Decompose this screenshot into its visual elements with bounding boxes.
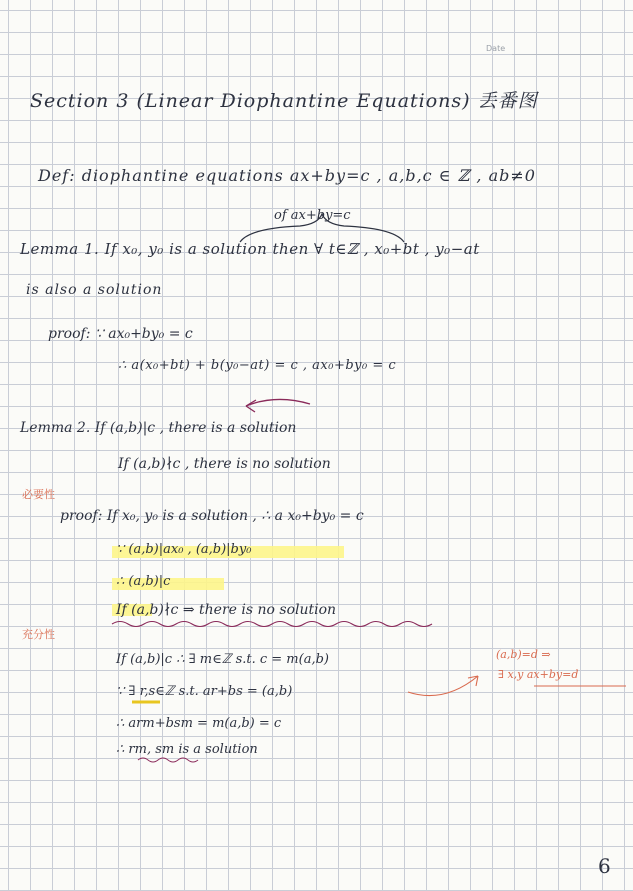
necessity-note: 必要性 [22, 488, 55, 501]
lemma2-proof-line2: ∵ (a,b)|ax₀ , (a,b)|by₀ [116, 542, 252, 557]
sufficiency-line1: If (a,b)|c ∴ ∃ m∈ℤ s.t. c = m(a,b) [116, 652, 329, 667]
wavy-underline-mark [112, 622, 432, 627]
annotation-of-equation: of ax+by=c [274, 208, 351, 223]
lemma1-proof-line1: proof: ∵ ax₀+by₀ = c [48, 326, 193, 342]
lemma2-statement-line1: Lemma 2. If (a,b)|c , there is a solution [20, 420, 297, 436]
rm-sm-underline [138, 758, 198, 762]
lemma2-proof-line1: proof: If x₀, y₀ is a solution , ∴ a x₀+by₀ = c [60, 508, 364, 524]
section-title: Section 3 (Linear Diophantine Equations) 丢番图 [30, 90, 538, 112]
side-note-line1: (a,b)=d ⇒ [496, 648, 551, 661]
sufficiency-note: 充分性 [22, 628, 55, 641]
lemma2-statement-line2: If (a,b)∤c , there is no solution [118, 456, 331, 472]
lemma2-proof-line4: If (a,b)∤c ⇒ there is no solution [116, 602, 337, 618]
definition-line: Def: diophantine equations ax+by=c , a,b,c ∈ ℤ , ab≠0 [38, 166, 536, 185]
lemma1-proof-line2: ∴ a(x₀+bt) + b(y₀−at) = c , ax₀+by₀ = c [118, 358, 397, 373]
arrow-right-mark [408, 676, 478, 696]
sufficiency-line4: ∴ rm, sm is a solution [116, 742, 258, 757]
lemma1-statement-line1: Lemma 1. If x₀, y₀ is a solution then ∀ t∈ℤ , x₀+bt , y₀−at [20, 240, 480, 258]
side-note-line2: ∃ x,y ax+by=d [498, 668, 579, 681]
page-number: 6 [598, 854, 611, 878]
lemma2-proof-line3: ∴ (a,b)|c [116, 574, 171, 589]
sufficiency-line2: ∵ ∃ r,s∈ℤ s.t. ar+bs = (a,b) [116, 684, 293, 699]
lemma1-statement-line2: is also a solution [26, 282, 163, 298]
date-label: Date [486, 44, 506, 53]
sufficiency-line3: ∴ arm+bsm = m(a,b) = c [116, 716, 282, 731]
brace-mark [240, 214, 404, 242]
